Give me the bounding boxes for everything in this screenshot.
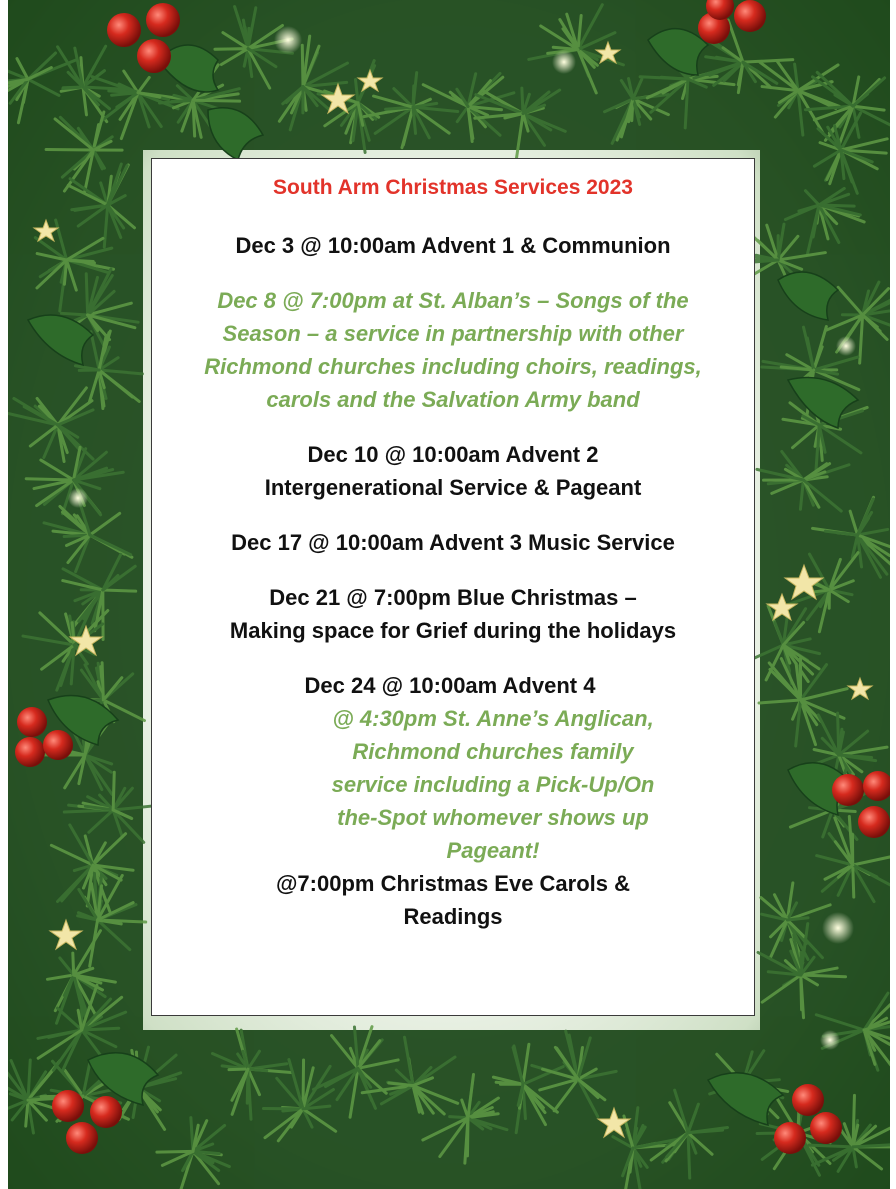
service-dec3 — [152, 229, 754, 262]
service-line: Dec 8 @ 7:00pm at St. Alban’s – Songs of the — [217, 288, 689, 313]
service-line: Dec 10 @ 10:00am Advent 2 — [307, 442, 599, 467]
christmas-garland-border — [8, 0, 890, 1189]
notice-title: South Arm Christmas Services 2023 — [273, 176, 633, 199]
service-dec8 — [152, 284, 754, 416]
services-notice — [151, 158, 755, 1016]
dec24-family-service — [152, 702, 754, 867]
service-line: Dec 17 @ 10:00am Advent 3 Music Service — [231, 530, 675, 555]
service-line: Season – a service in partnership with other — [222, 321, 684, 346]
service-line: Intergenerational Service & Pageant — [264, 475, 642, 500]
service-line: Richmond churches including choirs, readings, — [204, 354, 702, 379]
service-line: carols and the Salvation Army band — [266, 387, 640, 412]
service-line: Dec 21 @ 7:00pm Blue Christmas – — [269, 585, 637, 610]
service-line: service including a Pick-Up/On — [331, 772, 655, 797]
service-line: @ 4:30pm St. Anne’s Anglican, — [332, 706, 654, 731]
service-dec21 — [152, 581, 754, 647]
service-dec24 — [152, 669, 754, 933]
service-line: Readings — [403, 904, 503, 929]
service-line: Making space for Grief during the holidays — [229, 618, 677, 643]
service-line: Dec 24 @ 10:00am Advent 4 — [304, 673, 596, 698]
service-line: Richmond churches family — [352, 739, 634, 764]
service-line: Pageant! — [446, 838, 540, 863]
service-line: Dec 3 @ 10:00am Advent 1 & Communion — [235, 233, 671, 258]
service-line: the-Spot whomever shows up — [337, 805, 649, 830]
service-line: @7:00pm Christmas Eve Carols & — [275, 871, 631, 896]
service-dec10 — [152, 438, 754, 504]
service-dec17 — [152, 526, 754, 559]
